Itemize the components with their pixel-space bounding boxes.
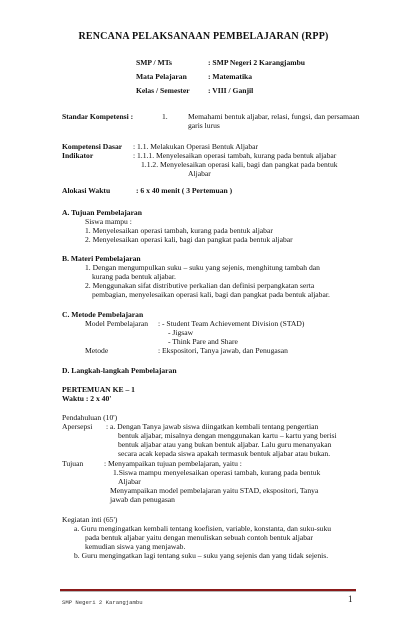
document-title: RENCANA PELAKSANAAN PEMBELAJARAN (RPP) bbox=[78, 31, 329, 42]
section-a-line-1: Siswa mampu : bbox=[85, 217, 132, 226]
tujuan-line-5: jawab dan penugasan bbox=[110, 495, 175, 504]
kompetensi-dasar-label: Kompetensi Dasar bbox=[62, 142, 123, 151]
kompetensi-line-1: : 1.1. Melakukan Operasi Bentuk Aljabar bbox=[133, 142, 259, 151]
alokasi-waktu-label: Alokasi Waktu bbox=[62, 186, 111, 195]
section-b-line-3: 2. Menggunakan sifat distributive perkalian dan definisi perpangkatan serta bbox=[85, 281, 315, 290]
page-number: 1 bbox=[348, 594, 353, 604]
kompetensi-line-2: : 1.1.1. Menyelesaikan operasi tambah, kurang pada bentuk aljabar bbox=[133, 151, 337, 160]
pendahuluan-label: Pendahuluan (10') bbox=[62, 413, 118, 422]
model-label: Model Pembelajaran bbox=[85, 319, 149, 328]
tujuan-line-4: Menyampaikan model pembelajaran yaitu STAD, ekspositori, Tanya bbox=[110, 486, 319, 495]
tujuan-line-3: Aljabar bbox=[118, 477, 141, 486]
indikator-label: Indikator bbox=[62, 151, 94, 160]
footer-divider-gray bbox=[60, 591, 356, 592]
footer-school-name: SMP Negeri 2 Karangjambu bbox=[62, 599, 143, 606]
section-b-heading: B. Materi Pembelajaran bbox=[62, 254, 141, 263]
tujuan-line-2: 1.Siswa mampu menyelesaikan operasi tambah, kurang pada bentuk bbox=[113, 468, 321, 477]
info-label-subject: Mata Pelajaran bbox=[136, 72, 187, 81]
section-b-line-4: pembagian, menyelesaikan operasi kali, bagi dan pangkat pada bentuk aljabar. bbox=[92, 290, 330, 299]
pertemuan-heading: PERTEMUAN KE – 1 bbox=[62, 385, 135, 394]
info-label-school: SMP / MTs bbox=[136, 58, 173, 67]
section-a-line-3: 2. Menyelesaikan operasi kali, bagi dan pangkat pada bentuk aljabar bbox=[85, 235, 293, 244]
kegiatan-line-3: kemudian siswa yang menjawab. bbox=[85, 542, 186, 551]
apersepsi-line-1: : a. Dengan Tanya jawab siswa diingatkan kembali tentang pengertian bbox=[106, 422, 319, 431]
section-b-line-1: 1. Dengan mengumpulkan suku – suku yang sejenis, menghitung tambah dan bbox=[85, 263, 320, 272]
kegiatan-line-1: a. Guru mengingatkan kembali tentang koefisien, variable, konstanta, dan suku-suku bbox=[74, 524, 332, 533]
section-c-heading: C. Metode Pembelajaran bbox=[62, 310, 144, 319]
metode-label: Metode bbox=[85, 346, 109, 355]
section-d-heading: D. Langkah-langkah Pembelajaran bbox=[62, 366, 177, 375]
info-value-subject: : Matematika bbox=[208, 72, 253, 81]
standar-kompetensi-number: 1. bbox=[162, 112, 168, 121]
info-value-class: : VIII / Ganjil bbox=[208, 86, 254, 95]
kompetensi-line-4: Aljabar bbox=[188, 169, 211, 178]
tujuan-line-1: : Menyampaikan tujuan pembelajaran, yaitu : bbox=[104, 459, 242, 468]
section-b-line-2: kurang pada bentuk aljabar. bbox=[92, 272, 176, 281]
apersepsi-line-3: bentuk aljabar atau yang bukan bentuk aljabar. Lalu guru menanyakan bbox=[118, 440, 332, 449]
info-label-class: Kelas / Semester bbox=[136, 86, 190, 95]
apersepsi-line-4: secara acak kepada siswa apakah termasuk bentuk aljabar atau bukan. bbox=[118, 449, 331, 458]
model-line-1: : - Student Team Achievement Division (STAD) bbox=[158, 319, 305, 328]
apersepsi-line-2: bentuk aljabar, misalnya dengan menggunakan kartu – kartu yang berisi bbox=[118, 431, 337, 440]
alokasi-waktu-value: : 6 x 40 menit ( 3 Pertemuan ) bbox=[136, 186, 233, 195]
tujuan-label: Tujuan bbox=[62, 459, 84, 468]
pertemuan-waktu: Waktu : 2 x 40' bbox=[62, 394, 112, 403]
section-a-line-2: 1. Menyelesaikan operasi tambah, kurang pada bentuk aljabar bbox=[85, 226, 273, 235]
model-line-3: - Think Pare and Share bbox=[168, 337, 238, 346]
section-a-heading: A. Tujuan Pembelajaran bbox=[62, 208, 142, 217]
model-line-2: - Jigsaw bbox=[168, 328, 194, 337]
kegiatan-inti-label: Kegiatan inti (65') bbox=[62, 515, 118, 524]
kegiatan-line-4: b. Guru mengingatkan lagi tentang suku – suku yang sejenis dan yang tidak sejenis. bbox=[74, 551, 329, 560]
standar-kompetensi-label: Standar Kompetensi : bbox=[62, 112, 134, 121]
info-value-school: : SMP Negeri 2 Karangjambu bbox=[208, 58, 306, 67]
apersepsi-label: Apersepsi bbox=[62, 422, 93, 431]
metode-value: : Ekspositori, Tanya jawab, dan Penugasan bbox=[158, 346, 288, 355]
standar-kompetensi-line-2: garis lurus bbox=[188, 121, 220, 130]
kompetensi-line-3: 1.1.2. Menyelesaikan operasi kali, bagi dan pangkat pada bentuk bbox=[141, 160, 338, 169]
kegiatan-line-2: pada bentuk aljabar yaitu dengan menuliskan sebuah contoh bentuk aljabar bbox=[85, 533, 313, 542]
standar-kompetensi-line-1: Memahami bentuk aljabar, relasi, fungsi, dan persamaan bbox=[188, 112, 360, 121]
